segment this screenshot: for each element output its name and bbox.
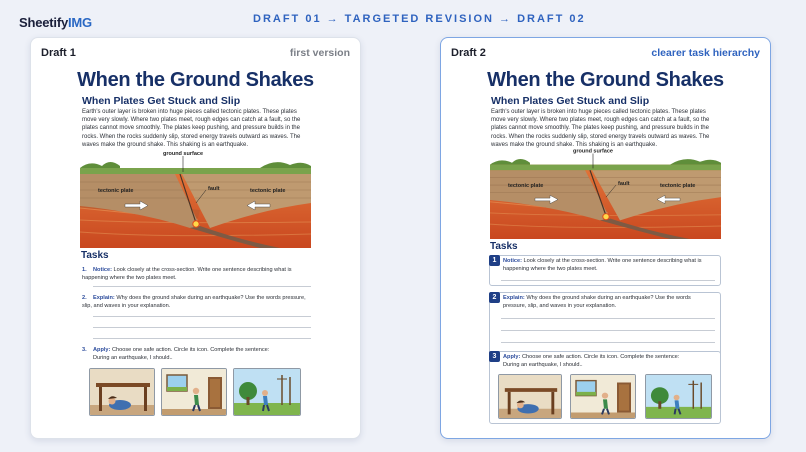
task-3: 3. Apply: Choose one safe action. Circle its icon. Complete the sentence: During an earthquake, I should.. <box>82 347 270 361</box>
label-right-plate: tectonic plate <box>250 188 286 194</box>
label-left-plate: tectonic plate <box>508 183 544 189</box>
answer-line[interactable] <box>501 318 715 319</box>
answer-line[interactable] <box>93 286 311 287</box>
worksheet-subtitle: When Plates Get Stuck and Slip <box>82 95 241 107</box>
answer-line[interactable] <box>501 280 715 281</box>
answer-line[interactable] <box>93 338 311 339</box>
task-number-badge: 1 <box>489 255 500 266</box>
window-door-icon[interactable] <box>570 374 636 419</box>
task-number-badge: 2 <box>489 292 500 303</box>
label-left-plate: tectonic plate <box>98 188 134 194</box>
worksheet-title: When the Ground Shakes <box>77 69 314 91</box>
worksheet-body: Earth's outer layer is broken into huge pieces called tectonic plates. These plates move very slowly. Where two plates meet, rough edges can catch at a fault, so the plates cannot move smoothly. The plates keep pushing, and pressure builds in the rocks. When the rocks suddenly slip, stored energy travels outward as waves. The waves make the ground shake. This shaking is an earthquake. <box>491 109 710 148</box>
draft-note: first version <box>289 47 350 59</box>
draft-1-card <box>30 37 361 439</box>
outdoor-open-area-icon[interactable] <box>645 374 712 419</box>
tasks-heading: Tasks <box>81 250 109 261</box>
answer-line[interactable] <box>501 342 715 343</box>
task-1: 1. Notice: Look closely at the cross-section. Write one sentence describing what is happening where the two plates meet. <box>82 267 292 281</box>
brand-logo: SheetifyIMG <box>19 15 92 30</box>
label-ground-surface: ground surface <box>162 151 204 157</box>
draft-label: Draft 1 <box>41 47 76 59</box>
answer-line[interactable] <box>501 330 715 331</box>
label-right-plate: tectonic plate <box>660 183 696 189</box>
answer-line[interactable] <box>93 316 311 317</box>
label-ground-surface: ground surface <box>573 148 613 155</box>
task-2: Explain: Why does the ground shake during an earthquake? Use the words pressure, slip, and waves in your explanation. <box>503 295 691 309</box>
table-shelter-icon[interactable] <box>498 374 562 419</box>
label-fault: fault <box>208 186 220 192</box>
task-1: Notice: Look closely at the cross-section. Write one sentence describing what is happening where the two plates meet. <box>503 258 702 272</box>
plate-cross-section-diagram <box>490 146 721 239</box>
draft-2-card <box>440 37 771 439</box>
window-door-icon[interactable] <box>161 368 227 416</box>
task-2: 2. Explain: Why does the ground shake during an earthquake? Use the words pressure, slip, and waves in your explanation. <box>82 295 306 309</box>
plate-cross-section-diagram <box>80 148 311 248</box>
tasks-heading: Tasks <box>490 241 518 252</box>
label-fault: fault <box>618 181 630 187</box>
draft-label: Draft 2 <box>451 47 486 59</box>
focus-point-icon <box>193 221 199 227</box>
worksheet-subtitle: When Plates Get Stuck and Slip <box>491 95 650 107</box>
task-number-badge: 3 <box>489 351 500 362</box>
task-3: Apply: Choose one safe action. Circle its icon. Complete the sentence: During an earthquake, I should.. <box>503 354 680 368</box>
answer-line[interactable] <box>93 327 311 328</box>
worksheet-body: Earth's outer layer is broken into huge pieces called tectonic plates. These plates move very slowly. Where two plates meet, rough edges can catch at a fault, so the plates cannot move smoothly. The plates keep pushing, and pressure builds in the rocks. When the rocks suddenly slip, stored energy travels outward as waves. The waves make the ground shake. This shaking is an earthquake. <box>82 109 301 148</box>
worksheet-title: When the Ground Shakes <box>487 69 724 91</box>
focus-point-icon <box>603 214 609 220</box>
page-headline: DRAFT 01 → TARGETED REVISION → DRAFT 02 <box>253 13 586 25</box>
outdoor-open-area-icon[interactable] <box>233 368 301 416</box>
table-shelter-icon[interactable] <box>89 368 155 416</box>
draft-note: clearer task hierarchy <box>651 47 760 59</box>
